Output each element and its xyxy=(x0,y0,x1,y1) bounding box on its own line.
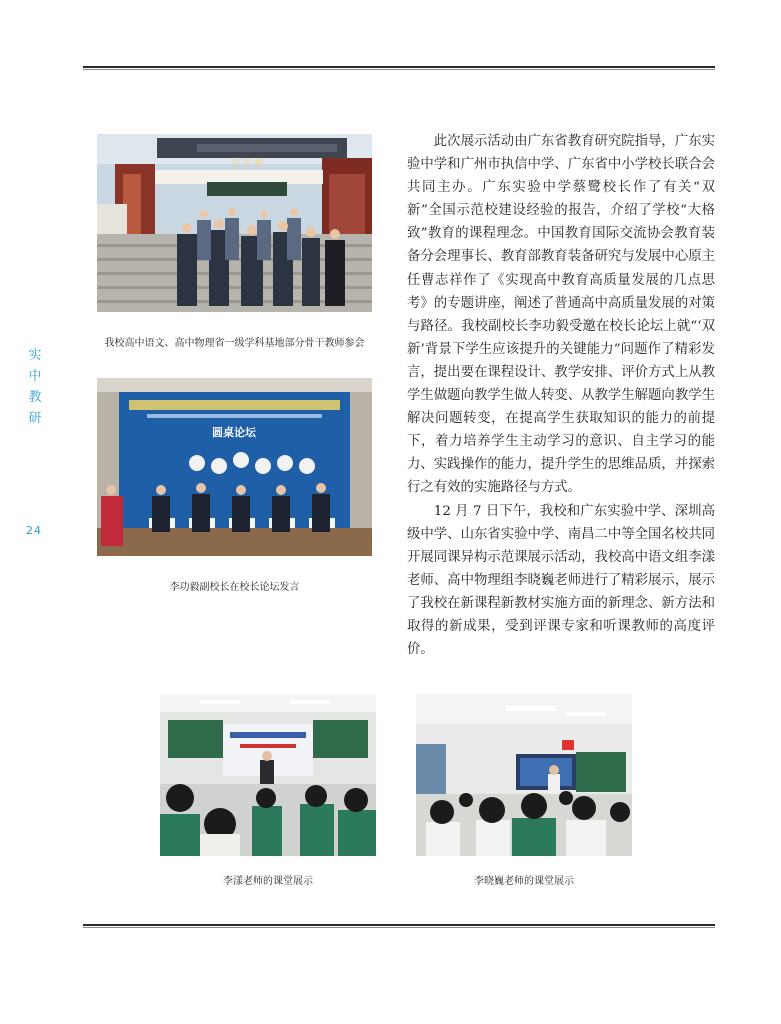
forum-photo-caption: 李功毅副校长在校长论坛发言 xyxy=(169,582,300,593)
article-paragraph: 此次展示活动由广东省教育研究院指导，广东实验中学和广州市执信中学、广东省中小学校长联合会共同主办。广东实验中学蔡鹭校长作了有关“双新”全国示范校建设经验的报告，介绍了学校“大格致”教育的课程理念。中国教育国际交流协会教育装备分会理事长、教育部教育装备研究与发展中心原主任曹志祥作了《实现高中教育高质量发展的几点思考》的专题讲座，阐述了普通高中高质量发展的对策与路径。我校副校长李功毅受邀在校长论坛上就“‘双新’背景下学生应该提升的关键能力”问题作了精彩发言，提出要在课程设计、教学安排、评价方式上从教学生做题向教学生做人转变、从教学生解题向教学生解决问题转变，在提高学生获取知识的能力的前提下，着力培养学生主动学习的意识、自主学习的能力、实践操作的能力，提升学生的思维品质，并探索行之有效的实施路径与方式。 xyxy=(407,134,715,496)
forum-stage-title: 圆桌论坛 xyxy=(212,426,256,439)
page-number: 24 xyxy=(26,524,42,537)
top-rule-thin xyxy=(83,69,715,70)
section-label xyxy=(27,345,43,429)
forum-photo xyxy=(97,378,372,556)
article-body xyxy=(407,130,715,661)
classroom-photo-li-yang xyxy=(160,694,376,856)
classroom-caption-li-xiaowei: 李晓巍老师的课堂展示 xyxy=(474,876,574,887)
bottom-rule-thin xyxy=(83,927,715,928)
top-rule xyxy=(83,66,715,68)
group-photo xyxy=(97,134,372,312)
section-label-char: 研 xyxy=(28,411,42,426)
section-label-char: 实 xyxy=(28,348,42,363)
building-sign-text: 百 年 楼 xyxy=(230,159,264,169)
section-label-char: 中 xyxy=(28,369,42,384)
section-label-char: 教 xyxy=(28,390,42,405)
group-photo-caption: 我校高中语文、高中物理省一级学科基地部分骨干教师参会 xyxy=(104,338,365,349)
classroom-caption-li-yang: 李漾老师的课堂展示 xyxy=(223,876,313,887)
bottom-rule xyxy=(83,924,715,926)
classroom-photo-li-xiaowei xyxy=(416,694,632,856)
article-paragraph: 12 月 7 日下午，我校和广东实验中学、深圳高级中学、山东省实验中学、南昌二中等全国名校共同开展同课异构示范课展示活动，我校高中语文组李漾老师、高中物理组李晓巍老师进行了精彩展示，展示了我校在新课程新教材实施方面的新理念、新方法和取得的新成果，受到评课专家和听课教师的高度评价。 xyxy=(407,503,715,658)
